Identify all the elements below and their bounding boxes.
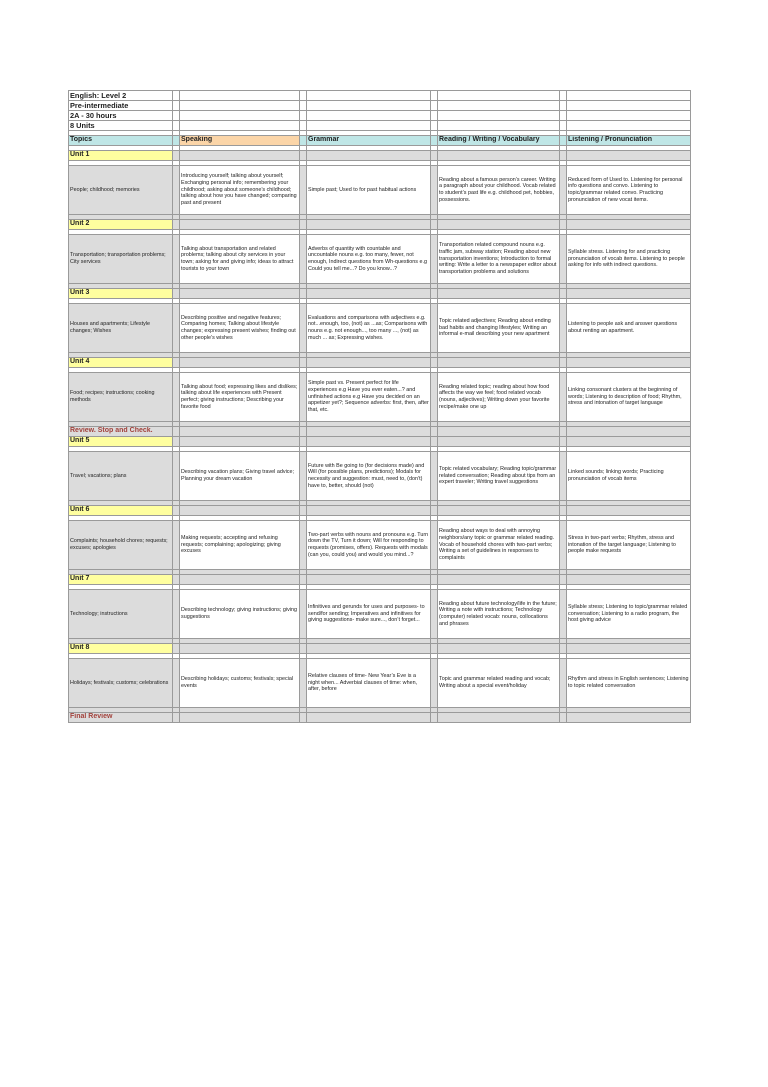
cell-speaking: Making requests; accepting and refusing requests; complaining; apologizing; giving excuses <box>180 521 300 570</box>
cell-reading: Transportation related compound nouns e.g. traffic jam, subway station; Reading about new transportation inventions; Introduction to formal writing: Write a letter to a newspaper editor about transportation problems and solutions <box>438 235 560 284</box>
cell-reading: Reading about future technology/life in the future; Writing a note with instructions; Technology (computer) related vocab: nouns, collocations and phrases <box>438 590 560 639</box>
cell-reading: Reading about ways to deal with annoying neighbors/any topic or grammar related reading. Vocab of household chores with two-part verbs; Writing a set of guidelines in responses to complaints <box>438 521 560 570</box>
cell-reading: Topic related adjectives; Reading about ending bad habits and changing lifestyles; Writing an informal e-mail describing your new apartment <box>438 304 560 353</box>
cell-topics: People; childhood; memories <box>69 166 173 215</box>
cell-grammar: Adverbs of quantity with countable and uncountable nouns e.g. too many, fewer, not enough, Indirect questions from Wh-questions e.g Could you tell me...? Do you know...? <box>307 235 431 284</box>
unit-label: Unit 6 <box>69 506 173 516</box>
cell-listening: Rhythm and stress in English sentences; Listening to topic related conversation <box>567 659 691 708</box>
unit-label: Unit 1 <box>69 151 173 161</box>
column-header-listening: Listening / Pronunciation <box>567 136 691 146</box>
cell-topics: Holidays; festivals; customs; celebrations <box>69 659 173 708</box>
cell-speaking: Describing positive and negative features; Comparing homes; Talking about lifestyle changes; expressing present wishes; finding out other people’s wishes <box>180 304 300 353</box>
cell-topics: Food; recipes; instructions; cooking methods <box>69 373 173 422</box>
cell-speaking: Describing technology; giving instructions; giving suggestions <box>180 590 300 639</box>
cell-speaking: Describing holidays; customs; festivals; special events <box>180 659 300 708</box>
cell-topics: Houses and apartments; Lifestyle changes; Wishes <box>69 304 173 353</box>
course-hours: 2A - 30 hours <box>69 111 173 121</box>
cell-listening: Listening to people ask and answer questions about renting an apartment. <box>567 304 691 353</box>
column-header-speaking: Speaking <box>180 136 300 146</box>
cell-speaking: Talking about transportation and related problems; talking about city services in your town; asking for and giving info; ideas to attract tourists to your town <box>180 235 300 284</box>
cell-topics: Transportation; transportation problems; City services <box>69 235 173 284</box>
review-label: Review. Stop and Check. <box>69 427 173 437</box>
cell-grammar: Infinitives and gerunds for uses and purposes- to send/for sending; Imperatives and infinitives for giving suggestions- make sure..., don’t forget... <box>307 590 431 639</box>
column-header-grammar: Grammar <box>307 136 431 146</box>
cell-reading: Reading related topic; reading about how food affects the way we feel; food related vocab (nouns, adjectives); Writing down your favorite recipe/make one up <box>438 373 560 422</box>
cell-topics: Complaints; household chores; requests; excuses; apologies <box>69 521 173 570</box>
course-level: Pre-intermediate <box>69 101 173 111</box>
curriculum-table <box>68 90 691 723</box>
cell-reading: Reading about a famous person’s career. Writing a paragraph about your childhood. Vocab related to student’s past life e.g. childhood pet, hobbies, possessions. <box>438 166 560 215</box>
cell-grammar: Two-part verbs with nouns and pronouns e.g. Turn down the TV, Turn it down; Will for responding to requests (promises, offers). Requests with modals (can you, could you) and would you mind...? <box>307 521 431 570</box>
course-units: 8 Units <box>69 121 173 131</box>
unit-label: Unit 7 <box>69 575 173 585</box>
cell-topics: Travel; vacations; plans <box>69 452 173 501</box>
unit-label: Unit 3 <box>69 289 173 299</box>
course-title: English: Level 2 <box>69 91 173 101</box>
cell-grammar: Simple past; Used to for past habitual actions <box>307 166 431 215</box>
cell-listening: Syllable stress; Listening to topic/grammar related conversation; Listening to a radio program, the host giving advice <box>567 590 691 639</box>
unit-label: Unit 5 <box>69 437 173 447</box>
curriculum-body <box>69 91 691 723</box>
cell-reading: Topic and grammar related reading and vocab; Writing about a special event/holiday <box>438 659 560 708</box>
cell-speaking: Introducing yourself; talking about yourself; Exchanging personal info; remembering your childhood; asking about someone’s childhood; talking about how you have changed; comparing past and present <box>180 166 300 215</box>
column-header-reading: Reading / Writing / Vocabulary <box>438 136 560 146</box>
unit-label: Unit 4 <box>69 358 173 368</box>
cell-grammar: Relative clauses of time- New Year’s Eve is a night when... Adverbial clauses of time: when, after, before <box>307 659 431 708</box>
unit-label: Unit 2 <box>69 220 173 230</box>
cell-listening: Syllable stress. Listening for and practicing pronunciation of vocab items. Listening to people asking for info with indirect questions. <box>567 235 691 284</box>
column-header-topics: Topics <box>69 136 173 146</box>
cell-listening: Stress in two-part verbs; Rhythm, stress and intonation of the target language; Listening to people make requests <box>567 521 691 570</box>
cell-grammar: Future with Be going to (for decisions made) and Will (for possible plans, predictions); Modals for necessity and suggestion: must, need to, (don’t) have to, better, should (not) <box>307 452 431 501</box>
cell-reading: Topic related vocabulary; Reading topic/grammar related conversation; Reading about tips from an expert traveler; Writing travel suggestions <box>438 452 560 501</box>
final-review-label: Final Review <box>69 713 173 723</box>
cell-grammar: Evaluations and comparisons with adjectives e.g. not...enough, too, (not) as ...as; Comparisons with nouns e.g. not enough..., too many ..., (not) as much ... as; Expressing wishes. <box>307 304 431 353</box>
cell-speaking: Describing vacation plans; Giving travel advice; Planning your dream vacation <box>180 452 300 501</box>
cell-topics: Technology; instructions <box>69 590 173 639</box>
cell-listening: Reduced form of Used to. Listening for personal info questions and convo. Listening to topic/grammar related convo. Practicing pronunciation of new vocat items. <box>567 166 691 215</box>
cell-listening: Linked sounds; linking words; Practicing pronunciation of vocab items <box>567 452 691 501</box>
cell-listening: Linking consonant clusters at the beginning of words; Listening to description of food; Rhythm, stress and intonation of target language <box>567 373 691 422</box>
unit-label: Unit 8 <box>69 644 173 654</box>
cell-speaking: Talking about food; expressing likes and dislikes; talking about life experiences with Present perfect; giving instructions; Describing your favorite food <box>180 373 300 422</box>
cell-grammar: Simple past vs. Present perfect for life experiences e.g Have you ever eaten...? and unfinished actions e.g Have you decided on an appetizer yet?; Sequence adverbs: first, then, after that, etc. <box>307 373 431 422</box>
